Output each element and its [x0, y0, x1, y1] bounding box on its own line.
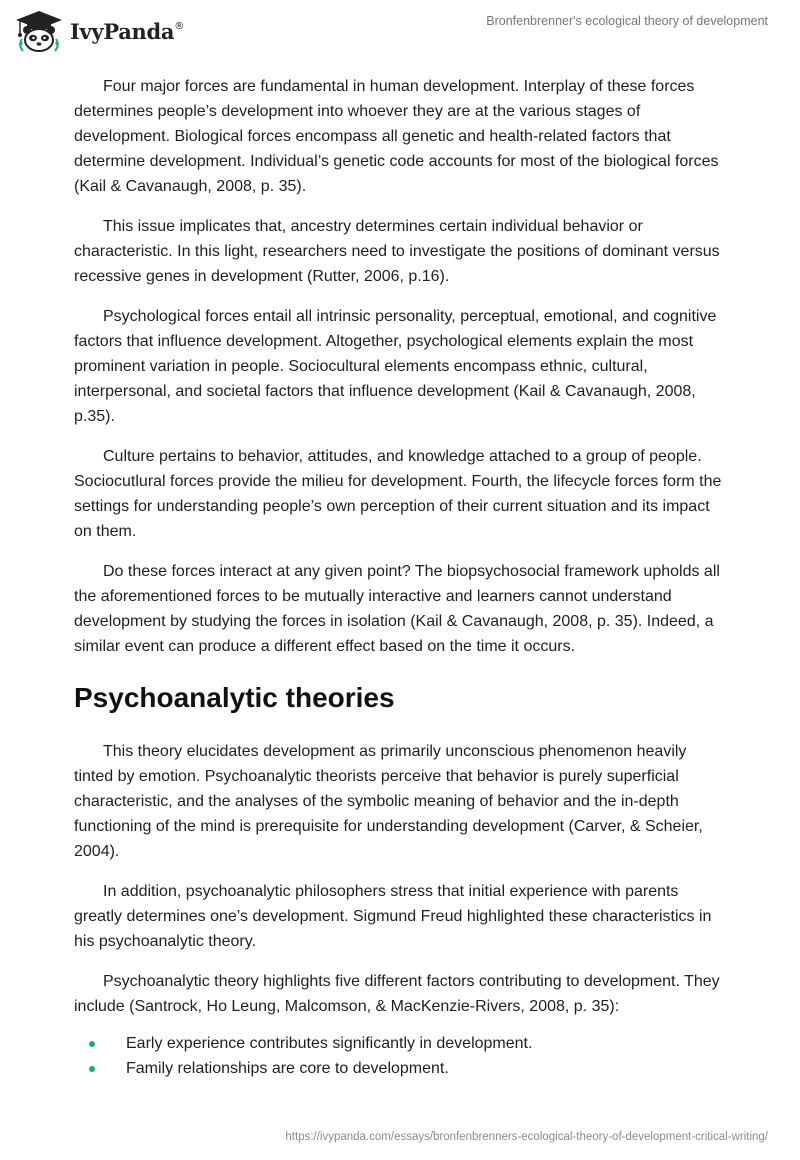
paragraph: This theory elucidates development as primarily unconscious phenomenon heavily tinted by emotion. Psychoanalytic theorists perceive that behavior is purely superficial characteristic, and the analyses of the symbolic meaning of behavior and the in-depth functioning of the mind is prerequisite for understanding development (Carver, & Scheier, 2004).: [74, 743, 703, 860]
list-item: Family relationships are core to development.: [74, 1056, 726, 1081]
page-header: [0, 0, 800, 64]
source-url[interactable]: https://ivypanda.com/essays/bronfenbrenners-ecological-theory-of-development-critical-writing/: [285, 1131, 768, 1143]
document-title: Bronfenbrenner's ecological theory of development: [486, 14, 768, 28]
paragraph: Culture pertains to behavior, attitudes, and knowledge attached to a group of people. Sociocutlural forces provide the milieu for development. Fourth, the lifecycle forces form the settings for understanding people’s own perception of their current situation and its impact on them.: [74, 448, 722, 540]
brand-logo[interactable]: [14, 9, 184, 53]
section-heading: Psychoanalytic theories: [74, 682, 395, 713]
list-item: Early experience contributes significantly in development.: [74, 1031, 726, 1056]
factor-list: [74, 1031, 726, 1081]
essay-body: [74, 74, 726, 1081]
paragraph: Do these forces interact at any given point? The biopsychosocial framework upholds all the aforementioned forces to be mutually interactive and learners cannot understand development by studying the forces in isolation (Kail & Cavanaugh, 2008, p. 35). Indeed, a similar event can produce a different effect based on the time it occurs.: [74, 563, 720, 655]
bullet-icon: [89, 1066, 95, 1072]
paragraph: Psychoanalytic theory highlights five different factors contributing to development. They include (Santrock, Ho Leung, Malcomson, & MacKenzie-Rivers, 2008, p. 35):: [74, 973, 720, 1015]
brand-name: IvyPanda®: [70, 18, 184, 44]
bullet-icon: [89, 1041, 95, 1047]
paragraph: Four major forces are fundamental in human development. Interplay of these forces determines people’s development into whoever they are at the various stages of development. Biological forces encompass all genetic and health-related factors that determine development. Individual’s genetic code accounts for most of the biological forces (Kail & Cavanaugh, 2008, p. 35).: [74, 78, 719, 195]
paragraph: This issue implicates that, ancestry determines certain individual behavior or characteristic. In this light, researchers need to investigate the positions of dominant versus recessive genes in development (Rutter, 2006, p.16).: [74, 218, 720, 285]
paragraph: In addition, psychoanalytic philosophers stress that initial experience with parents greatly determines one’s development. Sigmund Freud highlighted these characteristics in his psychoanalytic theory.: [74, 883, 712, 950]
panda-graduate-icon: [14, 9, 64, 53]
paragraph: Psychological forces entail all intrinsic personality, perceptual, emotional, and cognitive factors that influence development. Altogether, psychological elements explain the most prominent variation in people. Sociocultural elements encompass ethnic, cultural, interpersonal, and societal factors that influence development (Kail & Cavanaugh, 2008, p.35).: [74, 308, 717, 425]
